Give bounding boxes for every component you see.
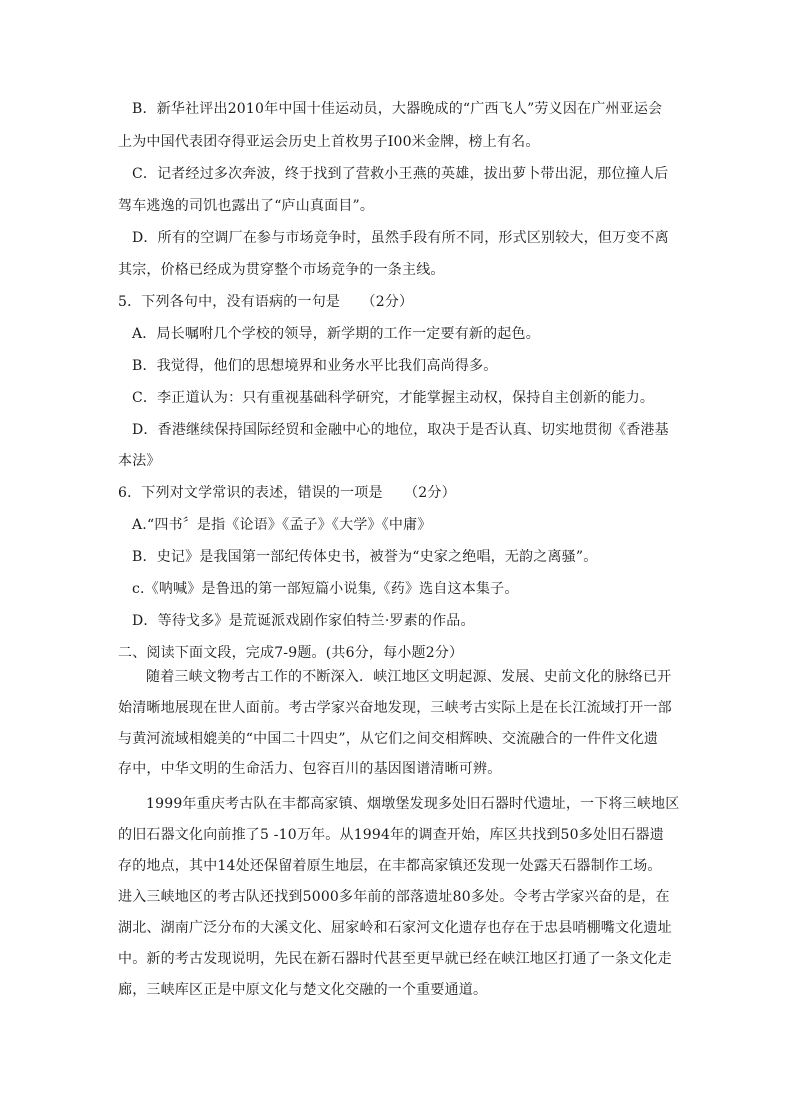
q6-option-a: A.“四书〞是指《论语》《孟子》《大学》《中庸》 (132, 517, 432, 533)
passage-p1-line-1: 随着三峡文物考古工作的不断深入．峡江地区文明起源、发展、史前文化的脉络已开 (146, 669, 672, 685)
q6-option-b: B．史记》是我国第一部纪传体史书，被誉为“史家之绝唱，无韵之离骚”。 (132, 549, 598, 565)
option-c-line-2: 驾车逃逸的司饥也露出了“庐山真面目”。 (118, 198, 375, 214)
q5-option-a: A．局长嘱咐几个学校的领导，新学期的工作一定要有新的起色。 (132, 326, 540, 342)
passage-p2-line-7: 廊，三峡库区正是中原文化与楚文化交融的一个重要通道。 (118, 982, 488, 998)
q5-option-d-line-1: D．香港继续保持国际经贸和金融中心的地位，取决于是否认真、切实地贯彻《香港基 (132, 422, 669, 438)
option-b-line-1: B．新华社评出2010年中国十佳运动员，大器晚成的“广西飞人”劳义因在广州亚运会 (132, 101, 663, 117)
q5-option-b: B．我觉得，他们的思想境界和业务水平比我们高尚得多。 (132, 358, 498, 374)
option-c-line-1: C．记者经过多次奔波，终于找到了营救小王燕的英雄，拔出萝卜带出泥，那位撞人后 (132, 166, 669, 182)
passage-p1-line-3: 与黄河流域相媲美的“中国二十四史”，从它们之间交相辉映、交流融合的一件件文化遗 (118, 731, 659, 747)
q5-option-c: C．李正道认为：只有重视基础科学研究，才能掌握主动权，保持自主创新的能力。 (132, 390, 655, 406)
passage-p2-line-4: 进入三峡地区的考古队还找到5000多年前的部落遗址80多处。令考古学家兴奋的是，在 (118, 889, 670, 905)
passage-p2-line-1: 1999年重庆考古队在丰都高家镇、烟墩堡发现多处旧石器时代遗址，一下将三峡地区 (146, 796, 680, 812)
question-6: 6．下列对文学常识的表述，错误的一项是 （2分） (118, 485, 456, 501)
passage-p2-line-2: 的旧石器文化向前推了5 -10万年。从1994年的调查开始，库区共找到50多处旧石器遗 (118, 827, 664, 843)
q6-option-c: c.《呐喊》是鲁迅的第一部短篇小说集,《药》选自这本集子。 (132, 581, 519, 597)
option-d-line-2: 其宗，价格已经成为贯穿整个市场竞争的一条主线。 (118, 262, 445, 278)
q6-option-d: D．等待戈多》是荒诞派戏剧作家伯特兰·罗素的作品。 (132, 613, 475, 629)
option-d-line-1: D．所有的空调厂在参与市场竞争时，虽然手段有所不同，形式区别较大，但万变不离 (132, 230, 669, 246)
passage-p2-line-6: 中。新的考古发现说明，先民在新石器时代甚至更早就已经在峡江地区打通了一条文化走 (118, 951, 672, 967)
passage-p1-line-2: 始清晰地展现在世人面前。考古学家兴奋地发现，三峡考古实际上是在长江流域打开一部 (118, 700, 672, 716)
passage-p1-line-4: 存中，中华文明的生命活力、包容百川的基因图谱清晰可辨。 (118, 761, 502, 777)
passage-p2-line-3: 存的地点，其中14处还保留着原生地层，在丰都高家镇还发现一处露天石器制作工场。 (118, 858, 662, 874)
section-2-heading: 二、阅读下面文段，完成7-9题。(共6分，每小题2分） (118, 645, 464, 661)
option-b-line-2: 上为中国代表团夺得亚运会历史上首枚男子I00米金牌，榜上有名。 (118, 134, 540, 150)
question-5: 5．下列各句中，没有语病的一句是 （2分） (118, 294, 414, 310)
q5-option-d-line-2: 本法》 (118, 453, 161, 469)
passage-p2-line-5: 湖北、湖南广泛分布的大溪文化、屈家岭和石家河文化遗存也存在于忠县哨棚嘴文化遗址 (118, 920, 672, 936)
